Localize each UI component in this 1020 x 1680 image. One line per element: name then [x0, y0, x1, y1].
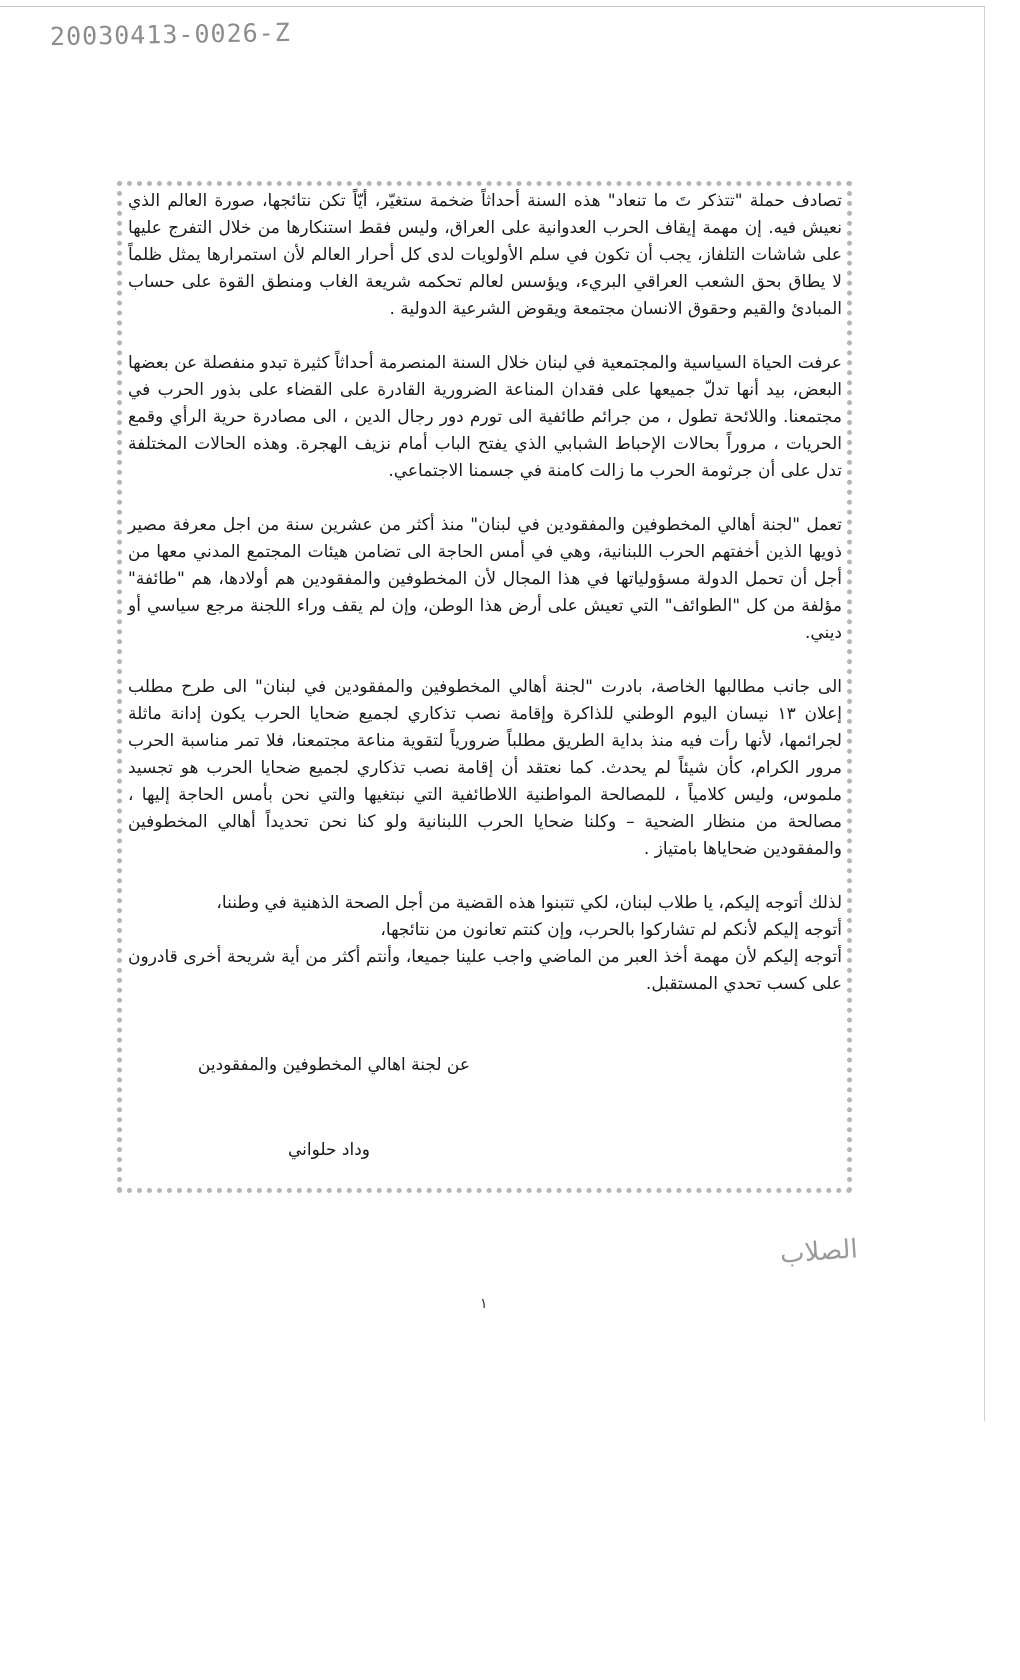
closing-line-2: أتوجه إليكم لأنكم لم تشاركوا بالحرب، وإن كنتم تعانون من نتائجها،: [380, 920, 842, 940]
scan-right-edge: [984, 6, 985, 1421]
signature-name: وداد حلواني: [287, 1140, 370, 1160]
closing-line-1: لذلك أتوجه إليكم، يا طلاب لبنان، لكي تتبنوا هذه القضية من أجل الصحة الذهنية في وطننا،: [216, 893, 842, 913]
page-number: ١: [480, 1296, 488, 1312]
closing-line-3: أتوجه إليكم لأن مهمة أخذ العبر من الماضي واجب علينا جميعا، وأنتم أكثر من أية شريحة أخرى قادرون على كسب تحدي المستقبل.: [128, 947, 842, 994]
paragraph-2: عرفت الحياة السياسية والمجتمعية في لبنان خلال السنة المنصرمة أحداثاً كثيرة تبدو منفصلة عن بعضها البعض، بيد أنها تدلّ جميعها على فقدان المناعة الضرورية القادرة على القضاء على بذور الحرب في مجتمعنا. واللائحة تطول ، من جرائم طائفية الى تورم دور رجال الدين ، الى مصادرة حرية الرأي وقمع الحريات ، مروراً بحالات الإحباط الشبابي الذي يفتح الباب أمام نزيف الهجرة. وهذه الحالات المختلفة تدل على أن جرثومة الحرب ما زالت كامنة في جسمنا الاجتماعي.: [128, 353, 842, 481]
closing-appeal: [128, 890, 842, 998]
handwritten-note: الصلاب: [779, 1234, 859, 1270]
document-stamp-number: 20030413-0026-Z: [49, 17, 292, 52]
paragraph-4: الى جانب مطالبها الخاصة، بادرت "لجنة أهالي المخطوفين والمفقودين في لبنان" الى طرح مطلب إعلان ١٣ نيسان اليوم الوطني للذاكرة وإقامة نصب تذكاري لجميع ضحايا الحرب يكون إدانة ماثلة لجرائمها، لأنها رأت فيه منذ بداية الطريق مطلباً ضرورياً لتقوية مناعة مجتمعنا، فلا تمر مناسبة الحرب مرور الكرام، كأن شيئاً لم يحدث. كما نعتقد أن إقامة نصب تذكاري لجميع ضحايا الحرب هو تجسيد ملموس، وليس كلامياً ، للمصالحة المواطنية اللاطائفية التي نبتغيها والتي نحن بأمس الحاجة إليها ، مصالحة من منظار الضحية – وكلنا ضحايا الحرب اللبنانية ولو كنا نحن تحديداً أهالي المخطوفين والمفقودين ضحاياها بامتياز .: [128, 677, 843, 859]
paragraph-1: تصادف حملة "تتذكر تَ ما تنعاد" هذه السنة أحداثاً ضخمة ستغيّر، أيّاً تكن نتائجها، صورة العالم الذي نعيش فيه. إن مهمة إيقاف الحرب العدوانية على العراق، وليس فقط استنكارها من خلال التفرج عليها على شاشات التلفاز، يجب أن تكون في سلم الأولويات لدى كل أحرار العالم لأن استمرارها يمثل ظلماً لا يطاق بحق الشعب العراقي البريء، ويؤسس لعالم تحكمه شريعة الغاب ومنطق القوة على حساب المبادئ والقيم وحقوق الانسان مجتمعة ويقوض الشرعية الدولية .: [128, 191, 842, 319]
paragraph-3: تعمل "لجنة أهالي المخطوفين والمفقودين في لبنان" منذ أكثر من عشرين سنة من اجل معرفة مصير ذويها الذين أخفتهم الحرب اللبنانية، وهي في أمس الحاجة الى تضامن هيئات المجتمع المدني معها من أجل أن تحمل الدولة مسؤولياتها في هذا المجال لأن المخطوفين والمفقودين هم أولادها، هم "طائفة" مؤلفة من كل "الطوائف" التي تعيش على أرض هذا الوطن، وإن لم يقف وراء اللجنة مرجع سياسي أو ديني.: [128, 515, 842, 643]
signature-organization: عن لجنة اهالي المخطوفين والمفقودين: [197, 1055, 470, 1075]
scan-top-edge: [0, 6, 985, 7]
letter-body: [128, 188, 842, 998]
